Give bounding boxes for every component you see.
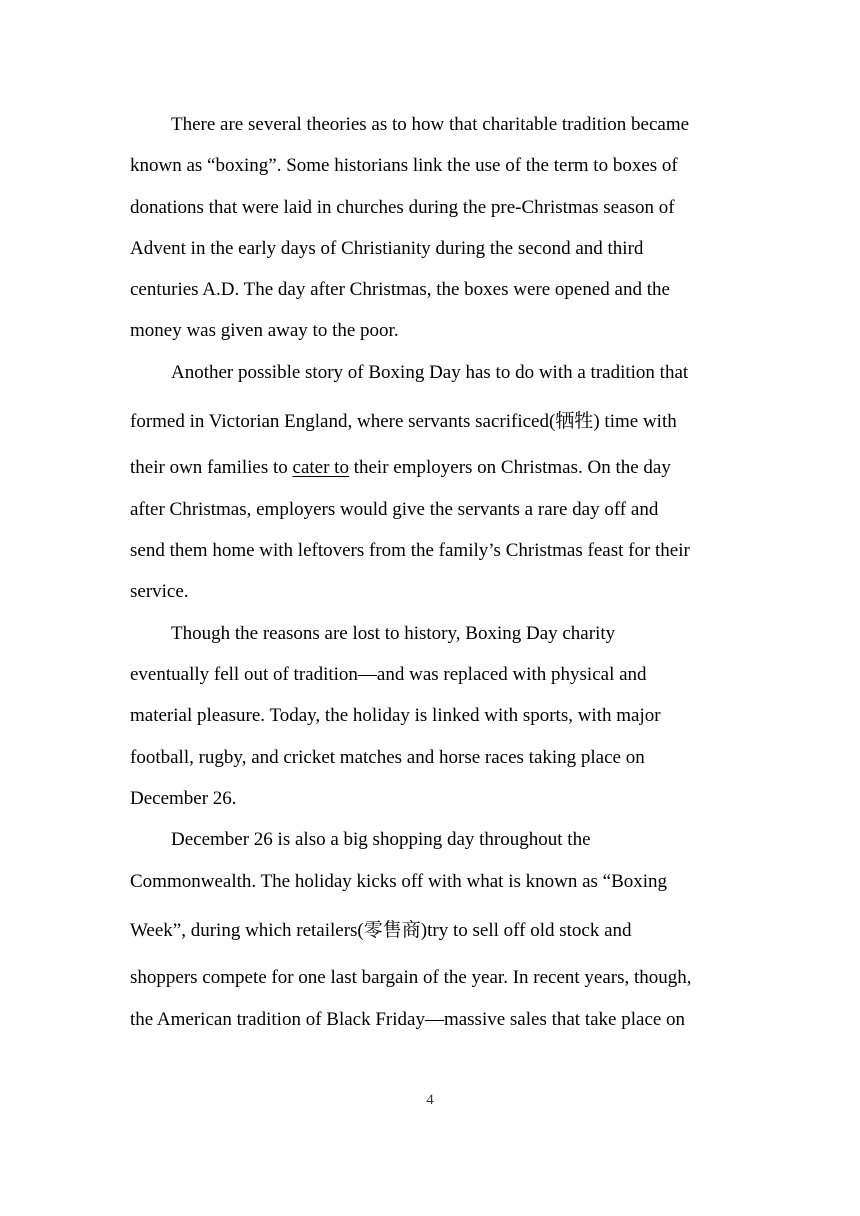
text-line: Commonwealth. The holiday kicks off with what is known as “Boxing: [130, 871, 668, 892]
text-line: donations that were laid in churches during the pre-Christmas season of: [130, 197, 675, 218]
text-fragment: formed in Victorian England, where servants sacrificed(: [130, 411, 556, 432]
text-line: [130, 410, 677, 433]
text-line: money was given away to the poor.: [130, 320, 399, 341]
text-fragment: Week”, during which retailers(: [130, 920, 364, 941]
text-line: There are several theories as to how that charitable tradition became: [171, 114, 690, 135]
text-line: the American tradition of Black Friday—massive sales that take place on: [130, 1009, 686, 1030]
text-line: December 26.: [130, 788, 237, 809]
text-line: after Christmas, employers would give the servants a rare day off and: [130, 499, 659, 520]
underlined-phrase: cater to: [292, 457, 349, 478]
text-line: Another possible story of Boxing Day has to do with a tradition that: [171, 362, 689, 383]
text-line: service.: [130, 581, 189, 602]
text-line: football, rugby, and cricket matches and horse races taking place on: [130, 747, 645, 768]
text-line: shoppers compete for one last bargain of the year. In recent years, though,: [130, 967, 692, 988]
page-number: 4: [426, 1092, 434, 1108]
text-line: Though the reasons are lost to history, Boxing Day charity: [171, 623, 616, 644]
text-line: material pleasure. Today, the holiday is linked with sports, with major: [130, 705, 661, 726]
chinese-gloss-retailers: 零售商: [363, 919, 421, 941]
chinese-gloss-sacrifice: 牺牲: [555, 410, 594, 432]
text-line: [130, 919, 632, 942]
text-fragment: their own families to: [130, 457, 293, 478]
text-fragment: their employers on Christmas. On the day: [348, 457, 671, 478]
text-fragment: ) time with: [593, 411, 677, 432]
text-fragment: )try to sell off old stock and: [420, 920, 632, 941]
text-line: Advent in the early days of Christianity during the second and third: [130, 238, 644, 259]
text-line: eventually fell out of tradition—and was replaced with physical and: [130, 664, 647, 685]
text-line: centuries A.D. The day after Christmas, the boxes were opened and the: [130, 279, 670, 300]
text-line: December 26 is also a big shopping day throughout the: [171, 829, 591, 850]
text-line: [130, 457, 671, 479]
text-line: send them home with leftovers from the family’s Christmas feast for their: [130, 540, 690, 561]
text-line: known as “boxing”. Some historians link the use of the term to boxes of: [130, 155, 678, 176]
